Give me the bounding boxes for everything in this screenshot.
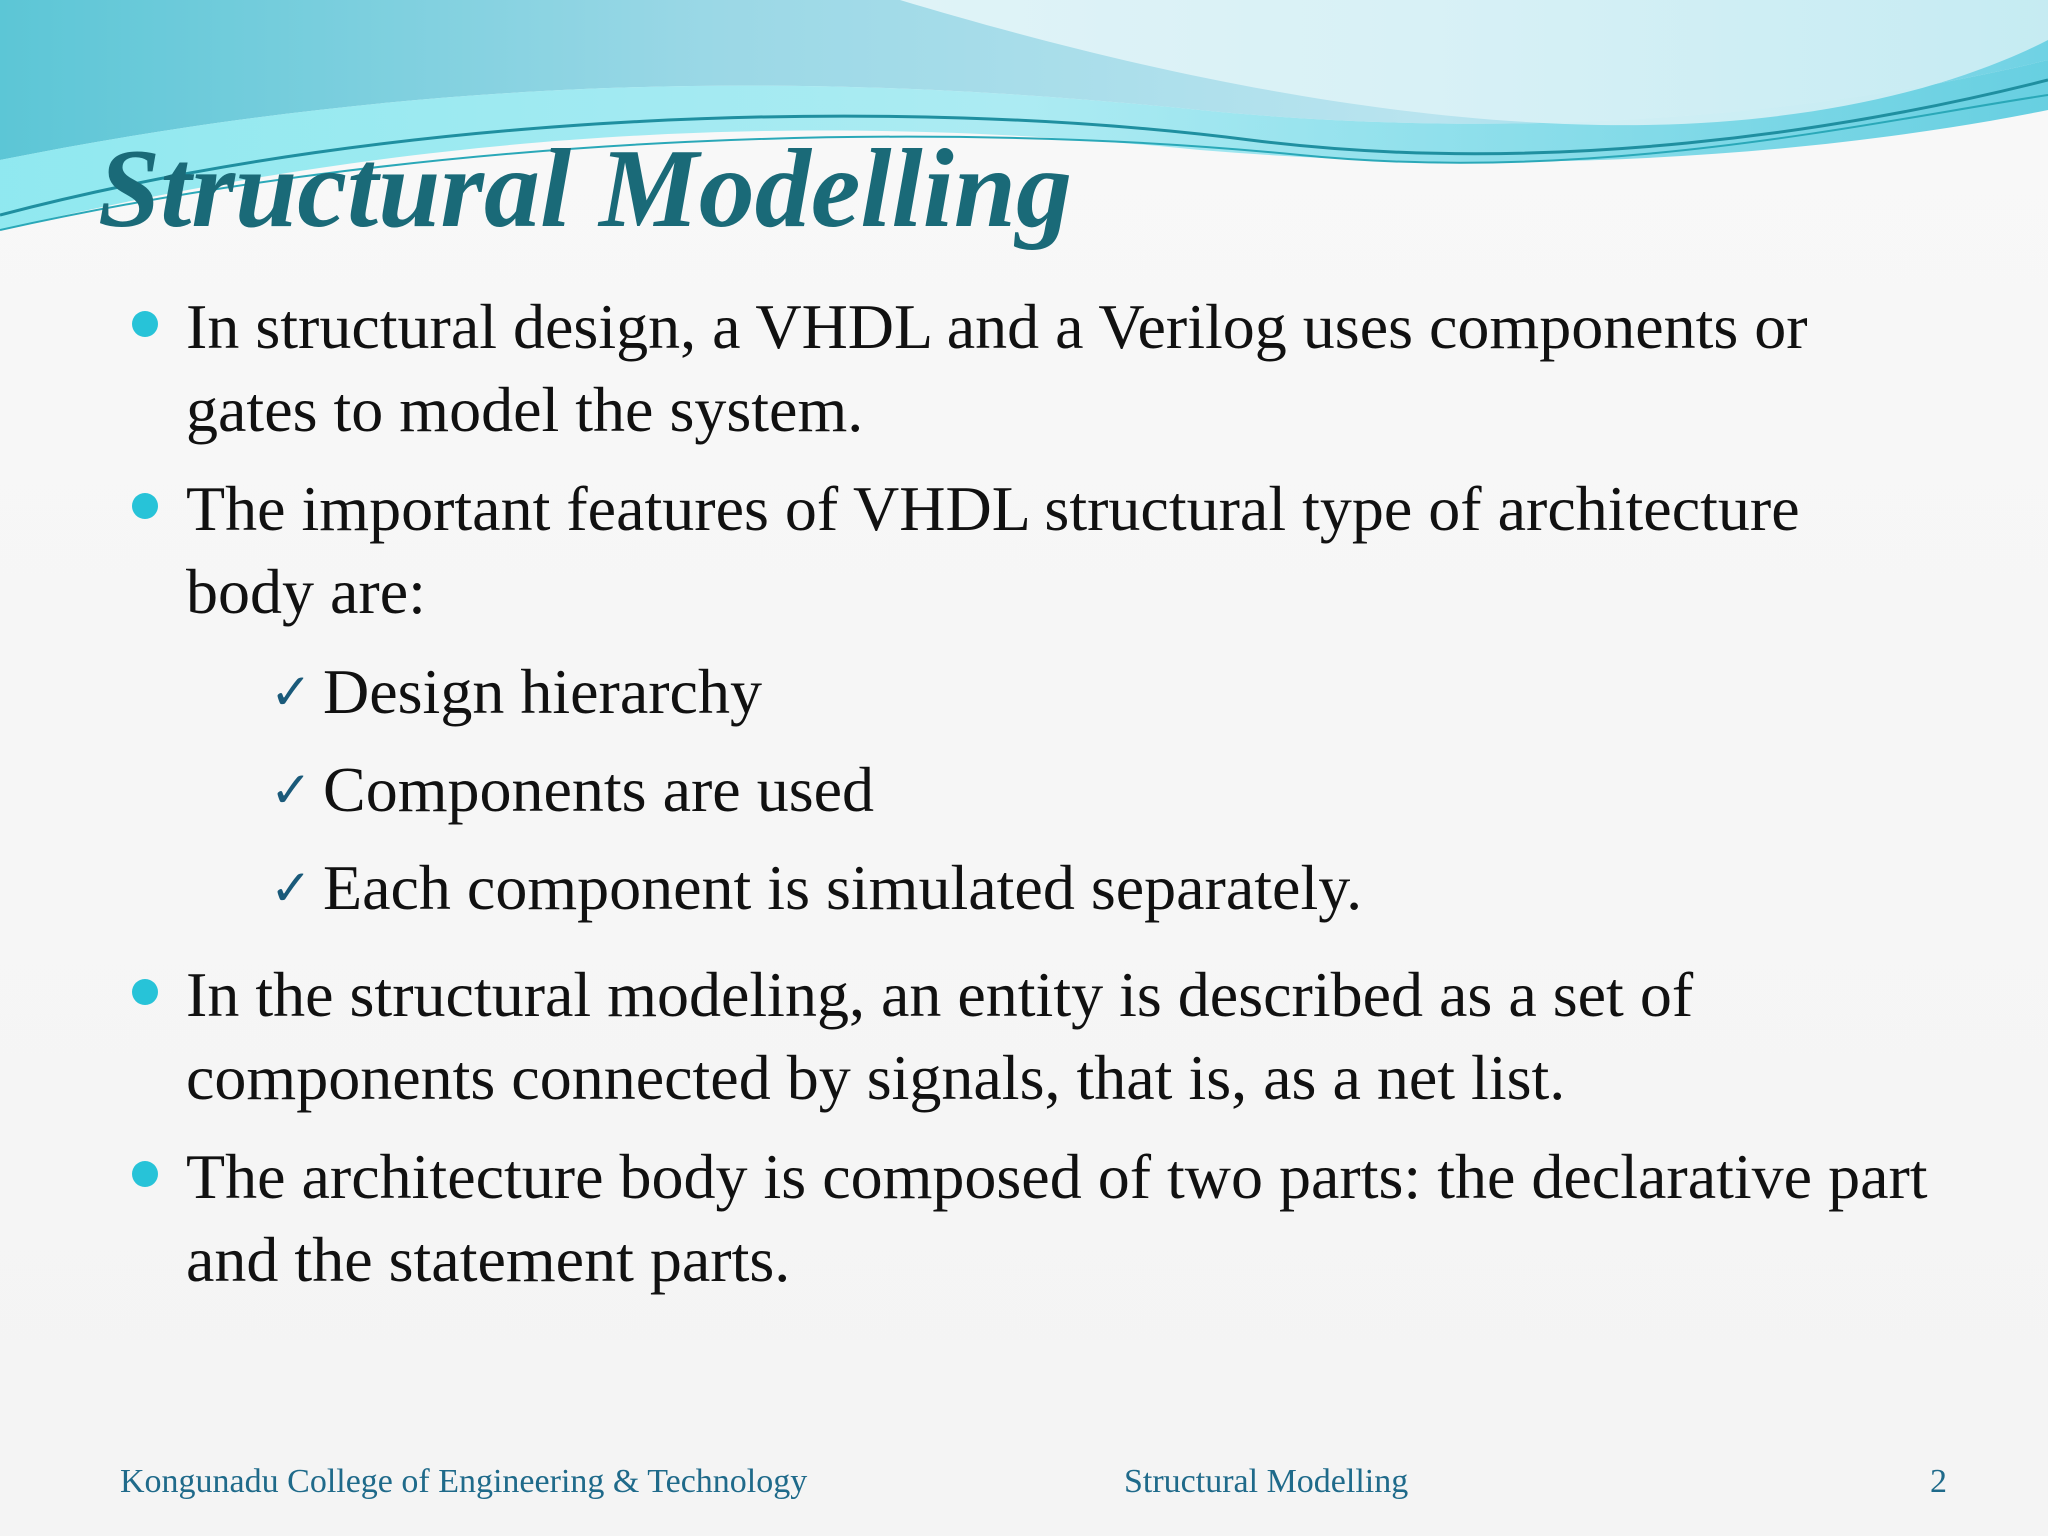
- bullet-item: [130, 285, 1930, 451]
- bullet-item: [130, 1135, 1930, 1301]
- bullet-text: In structural design, a VHDL and a Verilog uses components or gates to model the system.: [186, 291, 1808, 445]
- feature-item: [186, 741, 1930, 839]
- footer-institution: Kongunadu College of Engineering & Technology: [120, 1463, 808, 1500]
- feature-item: [186, 643, 1930, 741]
- bullet-dot-icon: [132, 493, 158, 519]
- footer-topic: Structural Modelling: [1124, 1463, 1409, 1500]
- bullet-dot-icon: [132, 979, 158, 1005]
- bullet-text: The important features of VHDL structural type of architecture body are:: [186, 473, 1800, 627]
- feature-item: [186, 839, 1930, 937]
- footer-page-number: 2: [1930, 1463, 1947, 1500]
- feature-list: [186, 643, 1930, 937]
- slide-title: Structural Modelling: [98, 127, 1073, 251]
- feature-text: Each component is simulated separately.: [323, 852, 1363, 923]
- bullet-dot-icon: [132, 1161, 158, 1187]
- bullet-text: The architecture body is composed of two parts: the declarative part and the statement parts.: [186, 1141, 1928, 1295]
- checkmark-icon: ✓: [270, 859, 312, 917]
- bullet-item: [130, 467, 1930, 937]
- bullet-dot-icon: [132, 311, 158, 337]
- feature-text: Design hierarchy: [323, 656, 762, 727]
- feature-text: Components are used: [323, 754, 874, 825]
- checkmark-icon: ✓: [270, 761, 312, 819]
- bullet-text: In the structural modeling, an entity is described as a set of components connected by signals, that is, as a net list.: [186, 959, 1694, 1113]
- checkmark-icon: ✓: [270, 663, 312, 721]
- bullet-list: [130, 285, 1930, 1317]
- bullet-item: [130, 953, 1930, 1119]
